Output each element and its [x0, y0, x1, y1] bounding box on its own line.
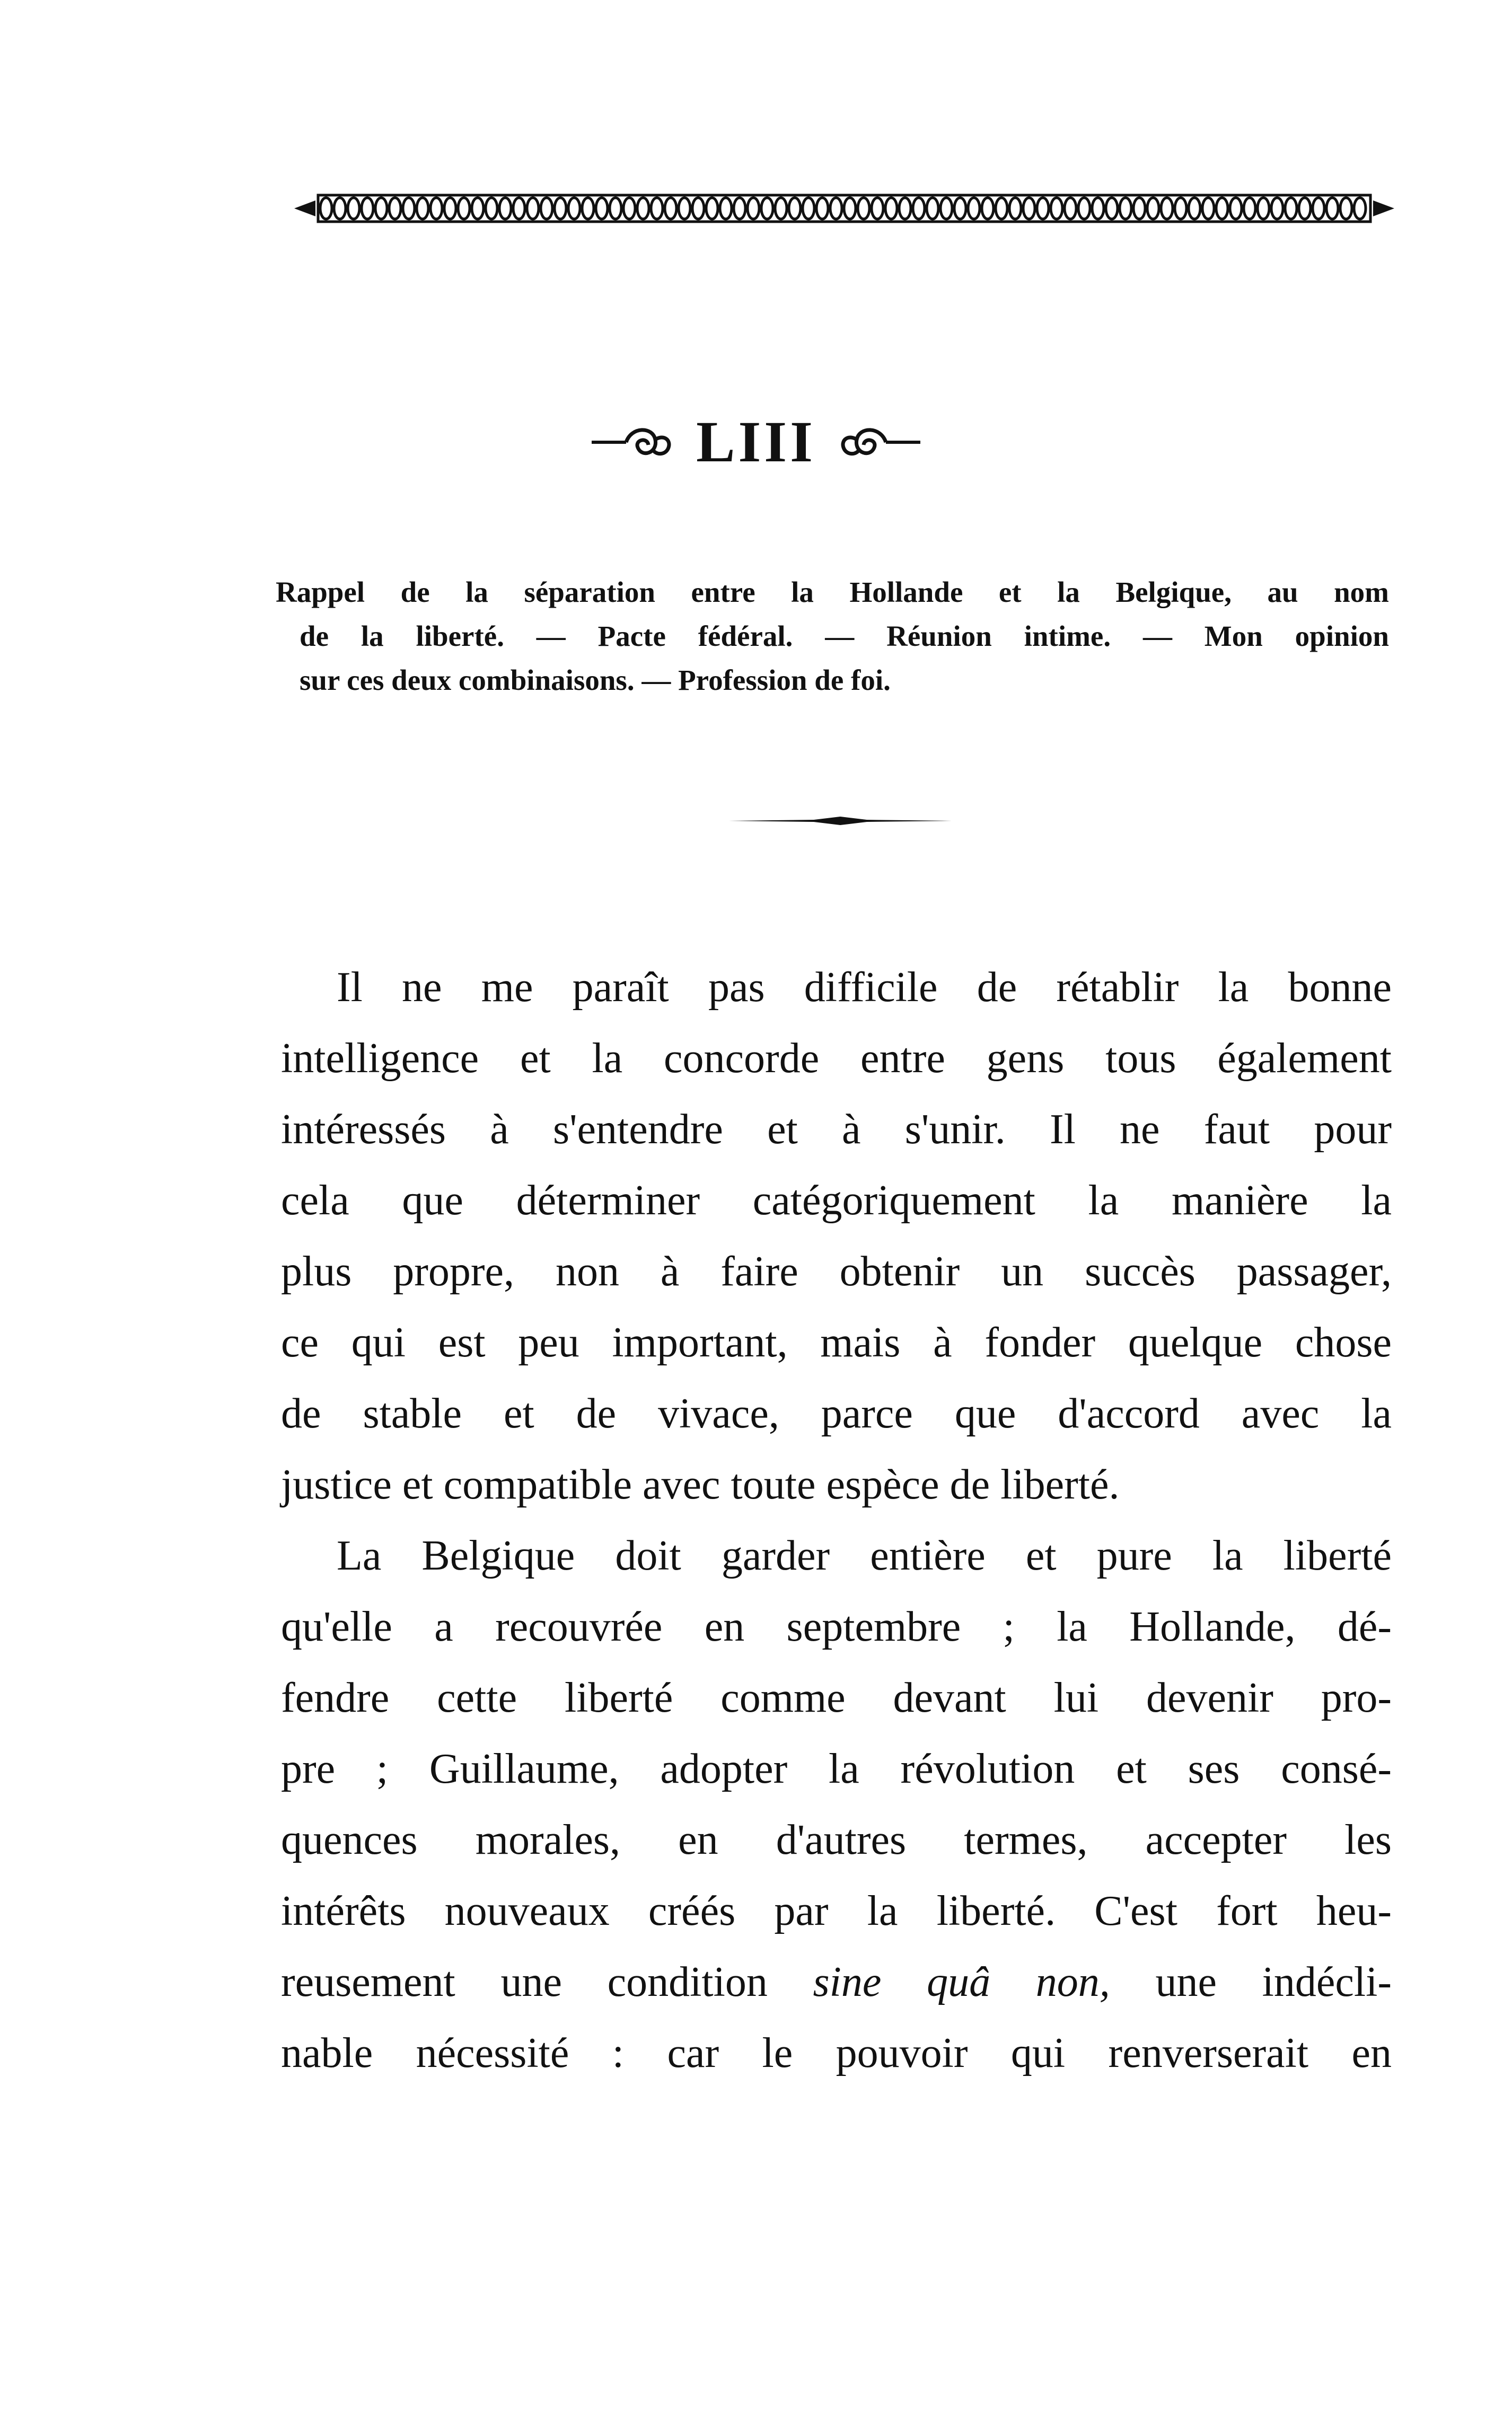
left-fleuron-icon	[589, 418, 674, 466]
text-segment: reusement une condition	[281, 1959, 768, 2005]
text-line: qu'elle a recouvrée en septembre ; la Hollande, dé-	[281, 1603, 1392, 1650]
text-line: cela que déterminer catégoriquement la manière la	[281, 1177, 1392, 1224]
paragraph	[281, 952, 1392, 1520]
summary-line: de la liberté. — Pacte fédéral. — Réunion intime. — Mon opinion	[300, 620, 1389, 652]
summary-line: sur ces deux combinaisons. — Profession de foi.	[300, 664, 891, 696]
italic-phrase: sine quâ non,	[813, 1959, 1110, 2005]
body-text	[281, 952, 1392, 2089]
text-segment: une indécli-	[1155, 1959, 1392, 2005]
paragraph	[281, 1520, 1392, 2089]
text-line: quences morales, en d'autres termes, accepter les	[281, 1817, 1392, 1863]
text-line	[281, 1947, 1392, 2018]
text-line: intelligence et la concorde entre gens tous également	[281, 1035, 1392, 1082]
text-line: La Belgique doit garder entière et pure la liberté	[337, 1532, 1392, 1579]
chapter-heading	[0, 408, 1512, 488]
right-fleuron-icon	[838, 418, 923, 466]
text-line: plus propre, non à faire obtenir un succès passager,	[281, 1248, 1392, 1295]
text-line: fendre cette liberté comme devant lui devenir pro-	[281, 1675, 1392, 1721]
chapter-number: LIII	[696, 409, 816, 474]
text-line: justice et compatible avec toute espèce de liberté.	[281, 1461, 1120, 1508]
text-line: intéressés à s'entendre et à s'unir. Il ne faut pour	[281, 1106, 1392, 1153]
text-line: Il ne me paraît pas difficile de rétablir la bonne	[337, 964, 1392, 1011]
ornamental-band	[294, 192, 1394, 225]
text-line: ce qui est peu important, mais à fonder quelque chose	[281, 1319, 1392, 1366]
text-line: de stable et de vivace, parce que d'accord avec la	[281, 1390, 1392, 1437]
text-line: pre ; Guillaume, adopter la révolution et ses consé-	[281, 1746, 1392, 1792]
separator-rule	[729, 814, 952, 827]
text-line: intérêts nouveaux créés par la liberté. C'est fort heu-	[281, 1888, 1392, 1934]
text-line: nable nécessité : car le pouvoir qui renverserait en	[281, 2030, 1392, 2076]
summary-line: Rappel de la séparation entre la Hollande et la Belgique, au nom	[276, 576, 1389, 608]
chapter-summary	[276, 570, 1389, 702]
